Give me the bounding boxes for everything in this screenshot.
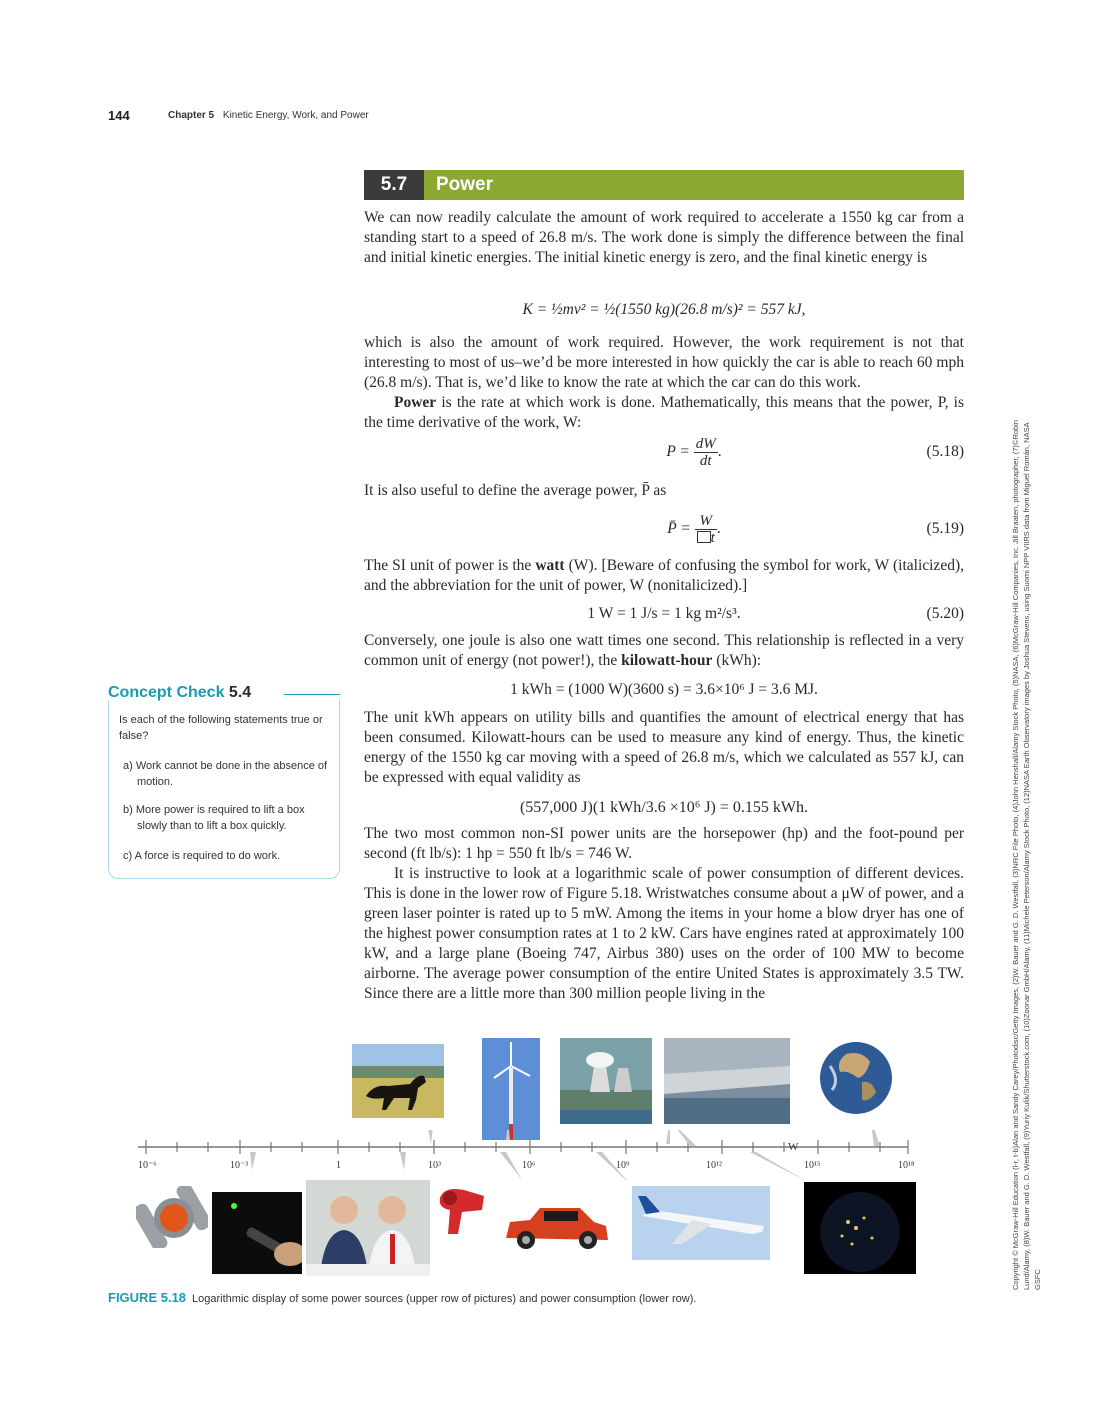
kwh-text-a: Conversely, one joule is also one watt times one second. This relationship is reflected in a very common unit of energy (not power!), the (364, 632, 964, 669)
equation-5-20 (364, 604, 964, 626)
tick-label: 10¹⁸ (898, 1160, 915, 1171)
equation-5-19: P̄ = $\frac{W}{t}$ . (5.19) (667, 513, 964, 546)
paragraph-logarithmic-scale: It is instructive to look at a logarithmic scale of power consumption of different devices. This is done in the lower row of Figure 5.18. Wristwatches consume about a μW of power, and a green laser pointer is rated up to 5 mW. Among the items in your home a blow dryer has one of the highest power consumption rates at 1 to 2 kW. Cars have engines rated at approximately 100 kW, and a large plane (Boeing 747, Airbus 380) uses on the order of 100 MW to become airborne. The average power consumption of the entire United States is approximately 3.5 TW. Since there are a little more than 300 million people living in the (364, 865, 964, 1002)
tick-label: 10⁶ (522, 1160, 536, 1171)
tick-label: 10⁹ (616, 1160, 630, 1171)
tick-label: 10⁻⁶ (138, 1160, 157, 1171)
concept-check-label: Concept Check (108, 684, 225, 701)
equation-kwh (364, 680, 964, 702)
equation-kinetic-energy (364, 300, 964, 322)
figure-caption-text: Logarithmic display of some power sources (upper row of pictures) and power consumption (lower row). (192, 1293, 697, 1305)
paragraph-work-requirement: which is also the amount of work required. However, the work requirement is not that interesting to most of us–we’d be more interested in how quickly the car is able to reach 60 mph (26.8 m/s). That is, we’d like to know the rate at which the car can do this work. (364, 334, 964, 391)
power-lhs: P = (666, 443, 690, 461)
horse-photo (352, 1044, 444, 1118)
dam-photo (664, 1038, 790, 1124)
kwh-expression: 1 kWh = (1000 W)(3600 s) = 3.6×10⁶ J = 3.6 MJ. (510, 681, 818, 698)
tick-label: 1 (336, 1160, 341, 1171)
chapter-title: Kinetic Energy, Work, and Power (222, 110, 369, 121)
concept-check-box (108, 700, 340, 879)
axis-unit: W (788, 1141, 799, 1153)
paragraph-utility-bills: The unit kWh appears on utility bills and quantifies the amount of electrical energy that has been consumed. Kilowatt-hours can be used to measure any kind of energy. Thus, the kinetic energy of the 1550 kg car moving with a speed of 26.8 m/s, which we calculated as 557 kJ, can be expressed with equal validity as (364, 709, 964, 786)
paragraph-watt (364, 556, 964, 596)
figure-caption (108, 1290, 696, 1305)
photo-credits: Copyright © McGraw-Hill Education (l-r, t-b)Alan and Sandy Carey/Photodisc/Getty Images, (2)W. Bauer and G. D. Westfall, (3)NRC File Photo, (4)John Henshall/Alamy Stock Photo, (5)NASA, (6)McGraw-Hill Companies, Inc. Jill Braaten, photographer, (7)©Robin Lund/Alamy, (8)W. Bauer and G. D. Westfall, (9)Yuriy Kulik/Shutterstock.com, (10)Zoonar GmbH/Alamy, (11)Michele Peterson/Alamy Stock Photo, (12)NASA Earth Observatory images by Joshua Stevens, using Suomi NPP VIIRS data from Miguel Román, NASA GSFC (1011, 420, 1042, 1290)
earth-photo (818, 1040, 894, 1116)
average-fraction (695, 513, 717, 546)
concept-check-question: Is each of the following statements true or false? (119, 714, 323, 742)
figure-label: FIGURE 5.18 (108, 1290, 187, 1305)
equation-number: (5.18) (926, 443, 964, 460)
tick-label: 10³ (428, 1160, 441, 1171)
earth-at-night-photo (804, 1182, 916, 1274)
equation-conversion (364, 798, 964, 820)
log-power-axis (130, 1130, 950, 1180)
concept-check-divider (284, 694, 340, 695)
concept-check-item-b: b) More power is required to lift a box slowly than to lift a box quickly. (123, 804, 305, 832)
kinetic-energy-expression: K = ½mv² = ½(1550 kg)(26.8 m/s)² = 557 kJ, (522, 301, 806, 318)
tick-label: 10⁻³ (230, 1160, 249, 1171)
people-photo (306, 1180, 430, 1276)
paragraph-intro: We can now readily calculate the amount of work required to accelerate a 1550 kg car from a standing start to a speed of 26.8 m/s. The work done is simply the difference between the final and initial kinetic energies. The initial kinetic energy is zero, and the final kinetic energy is (364, 209, 964, 266)
blow-dryer-photo (434, 1182, 490, 1242)
section-title: Power (436, 174, 494, 195)
term-kilowatt-hour: kilowatt-hour (621, 652, 713, 669)
watt-text-b: (W). [Beware of confusing the symbol for work, W (italicized), and the abbreviation for the unit of power, W (nonitalicized).] (364, 557, 964, 594)
concept-check-item-a: a) Work cannot be done in the absence of motion. (123, 760, 328, 788)
tick-label: 10¹⁵ (804, 1160, 821, 1171)
photo-pointers (250, 1130, 880, 1180)
concept-check-number: 5.4 (228, 684, 252, 701)
watt-expression: 1 W = 1 J/s = 1 kg m²/s³. (587, 605, 741, 622)
concept-check-item-c: c) A force is required to do work. (123, 850, 281, 862)
conversion-expression: (557,000 J)(1 kWh/3.6 ×10⁶ J) = 0.155 kWh. (519, 799, 809, 816)
kwh-text-b: (kWh): (712, 652, 762, 669)
paragraph-average-power: It is also useful to define the average power, P̄ as (364, 482, 667, 499)
watt-text-a: The SI unit of power is the (364, 557, 536, 574)
term-watt: watt (535, 557, 565, 574)
laser-pointer-photo (212, 1192, 302, 1274)
wristwatch-photo (136, 1186, 208, 1248)
equation-5-18: P = $\frac{dW}{dt}$ . (5.18) (666, 436, 964, 469)
wind-turbine-photo (482, 1038, 540, 1140)
paragraph-power-definition (364, 393, 964, 433)
paragraph-non-si-units: The two most common non-SI power units are the horsepower (hp) and the foot-pound per second (ft lb/s): 1 hp = 550 ft lb/s = 746 W. (364, 825, 964, 862)
fraction-denominator: dt (699, 453, 712, 469)
average-power-lhs: P̄ = (667, 520, 691, 538)
fraction-numerator: dW (695, 436, 716, 452)
page-number: 144 (108, 108, 130, 123)
section-number: 5.7 (364, 170, 424, 200)
paragraph-kilowatt-hour (364, 631, 964, 671)
term-power: Power (394, 394, 437, 411)
equation-number: (5.19) (926, 520, 964, 537)
running-header (168, 110, 369, 121)
derivative-fraction (694, 436, 718, 469)
delta-glyph-icon (697, 531, 711, 543)
equation-number: (5.20) (926, 605, 964, 622)
fraction-denominator: t (710, 530, 715, 546)
airplane-photo (632, 1186, 770, 1260)
chapter-label: Chapter 5 (168, 110, 215, 121)
power-plant-photo (560, 1038, 652, 1124)
power-definition-text: is the rate at which work is done. Mathematically, this means that the power, P, is the time derivative of the work, W: (364, 394, 964, 431)
fraction-numerator: W (695, 513, 717, 530)
tick-label: 10¹² (706, 1160, 722, 1171)
car-photo (500, 1200, 612, 1252)
